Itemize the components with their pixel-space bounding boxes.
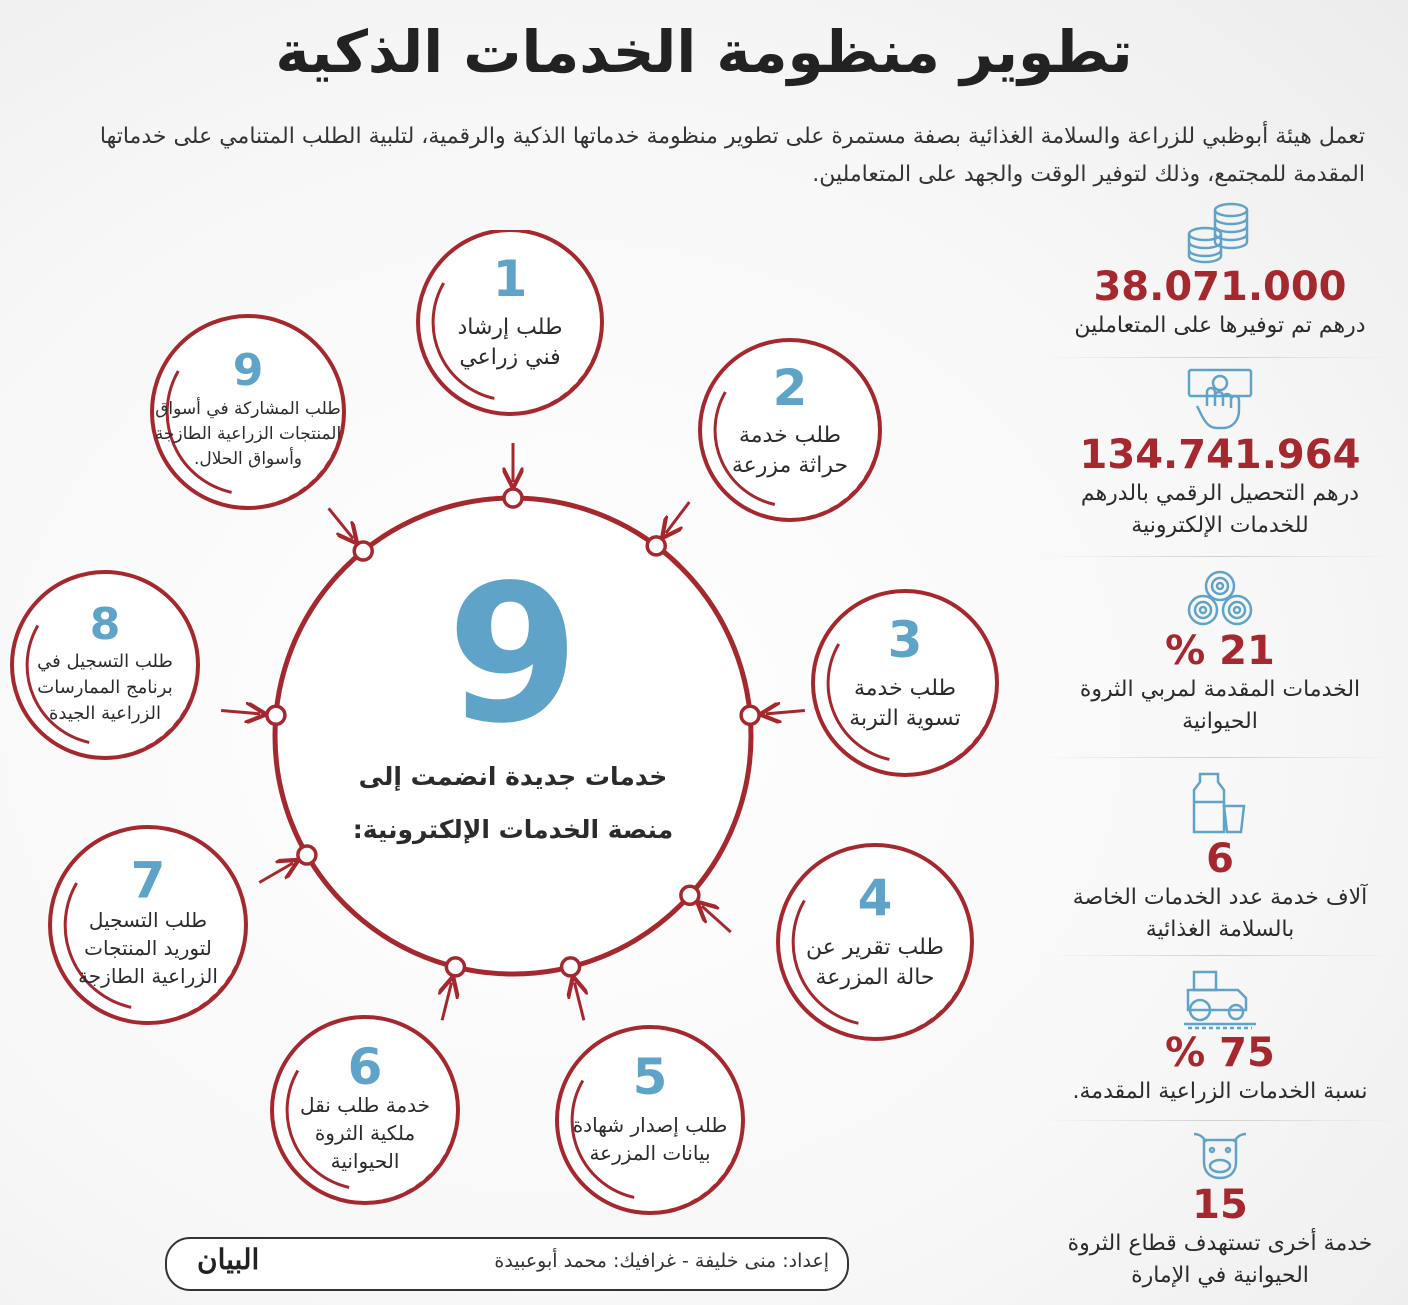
service-label: المنتجات الزراعية الطازجة	[154, 424, 342, 444]
divider	[1040, 357, 1400, 358]
service-label: الزراعية الجيدة	[48, 703, 162, 724]
connector-dot	[267, 706, 285, 724]
service-node-1	[418, 230, 602, 414]
center-number: 9	[446, 544, 580, 765]
service-label: برنامج الممارسات	[37, 677, 173, 698]
connector-arrow	[702, 906, 731, 932]
service-label: بيانات المزرعة	[589, 1141, 711, 1165]
service-label: الزراعية الطازجة	[78, 964, 218, 988]
service-node-2	[700, 340, 880, 520]
service-number: 7	[130, 851, 166, 910]
service-label: طلب التسجيل	[88, 908, 208, 932]
connector-arrow	[442, 982, 451, 1020]
stat-livestock-share	[1040, 568, 1400, 738]
stat-value: 134.741.964	[1079, 432, 1361, 478]
service-node-4	[778, 845, 972, 1039]
divider	[1040, 955, 1400, 956]
divider	[1040, 556, 1400, 557]
cow-icon	[1188, 1126, 1252, 1182]
service-label: طلب التسجيل في	[37, 651, 173, 672]
hay-bales-icon	[1185, 568, 1255, 628]
connector-dot	[446, 958, 464, 976]
connector-dot	[504, 489, 522, 507]
credits-footer	[165, 1237, 849, 1291]
service-label: طلب المشاركة في أسواق	[155, 399, 341, 419]
stat-coins	[1040, 200, 1400, 342]
service-label: طلب خدمة	[853, 676, 957, 701]
stat-label: نسبة الخدمات الزراعية المقدمة.	[1072, 1079, 1368, 1104]
coins-icon	[1185, 200, 1255, 264]
service-number: 2	[772, 358, 808, 417]
publisher-logo: البيان	[197, 1243, 260, 1276]
stat-label: بالسلامة الغذائية	[1145, 917, 1295, 942]
service-number: 9	[232, 345, 264, 397]
stat-digital-collection	[1040, 366, 1400, 542]
page-title: تطوير منظومة الخدمات الذكية	[275, 18, 1133, 86]
stat-label: الحيوانية في الإمارة	[1131, 1263, 1309, 1288]
connector-dot	[647, 537, 665, 555]
service-number: 1	[492, 250, 528, 309]
tractor-icon	[1180, 966, 1260, 1030]
stat-label: للخدمات الإلكترونية	[1131, 513, 1309, 538]
service-node-8	[12, 572, 198, 758]
center-line-2: منصة الخدمات الإلكترونية:	[352, 815, 674, 844]
milk-bottle-icon	[1190, 770, 1250, 836]
service-node-7	[50, 827, 246, 1023]
service-label: فني زراعي	[459, 345, 561, 370]
service-node-5	[557, 1027, 743, 1213]
service-label: حالة المزرعة	[815, 965, 935, 990]
connector-dot	[298, 846, 316, 864]
connector-arrow	[221, 710, 260, 713]
service-number: 8	[89, 598, 121, 650]
service-label: طلب إصدار شهادة	[572, 1113, 728, 1137]
stat-label: درهم تم توفيرها على المتعاملين	[1074, 313, 1366, 338]
divider	[1040, 757, 1400, 758]
divider	[1040, 1120, 1400, 1121]
connector-arrow	[259, 863, 293, 883]
stat-value: 75 %	[1165, 1030, 1275, 1076]
connector-arrow	[766, 710, 805, 713]
service-number: 3	[887, 611, 923, 670]
stat-value: 15	[1192, 1182, 1248, 1228]
service-node-6	[272, 1017, 458, 1203]
service-label: حراثة مزرعة	[731, 453, 849, 478]
service-label: وأسواق الحلال.	[193, 449, 303, 469]
connector-dot	[741, 706, 759, 724]
service-number: 4	[857, 868, 893, 927]
service-number: 6	[347, 1037, 383, 1096]
connector-arrow	[329, 508, 354, 538]
service-label: طلب تقرير عن	[806, 935, 944, 960]
stat-label: خدمة أخرى تستهدف قطاع الثروة	[1067, 1231, 1373, 1256]
stat-food-safety	[1040, 770, 1400, 946]
services-diagram	[0, 230, 1020, 1230]
service-node-3	[813, 591, 997, 775]
stat-label: درهم التحصيل الرقمي بالدرهم	[1080, 481, 1360, 506]
service-label: لتوريد المنتجات	[84, 936, 212, 960]
service-number: 5	[632, 1047, 668, 1106]
service-node-9	[152, 316, 344, 508]
stat-label: آلاف خدمة عدد الخدمات الخاصة	[1072, 885, 1368, 910]
credits-text: إعداد: منى خليفة - غرافيك: محمد أبوعبيدة	[494, 1250, 829, 1272]
stat-value: 38.071.000	[1093, 264, 1347, 310]
service-label: الحيوانية	[330, 1149, 400, 1173]
connector-arrow	[666, 502, 689, 533]
intro-paragraph: تعمل هيئة أبوظبي للزراعة والسلامة الغذائية بصفة مستمرة على تطوير منظومة خدماتها الذكية والرقمية، لتلبية الطلب المتنامي على خدماتها المقدمة للمجتمع، وذلك لتوفير الوقت والجهد على المتعاملين.	[99, 124, 1365, 187]
cash-payment-icon	[1185, 366, 1255, 432]
service-label: طلب إرشاد	[457, 315, 563, 340]
service-label: تسوية التربة	[849, 706, 961, 731]
connector-dot	[681, 886, 699, 904]
stat-value: 21 %	[1165, 628, 1275, 674]
stat-label: الحيوانية	[1182, 709, 1258, 734]
stat-label: الخدمات المقدمة لمربي الثروة	[1079, 677, 1361, 702]
connector-arrow	[574, 982, 583, 1020]
service-label: خدمة طلب نقل	[299, 1093, 431, 1117]
stat-value: 6	[1206, 836, 1234, 882]
stat-agri-services	[1040, 966, 1400, 1108]
connector-dot	[354, 542, 372, 560]
connector-dot	[562, 958, 580, 976]
stat-livestock-services	[1040, 1126, 1400, 1292]
center-line-1: خدمات جديدة انضمت إلى	[358, 762, 668, 791]
service-label: ملكية الثروة	[314, 1121, 416, 1145]
service-label: طلب خدمة	[738, 423, 842, 448]
